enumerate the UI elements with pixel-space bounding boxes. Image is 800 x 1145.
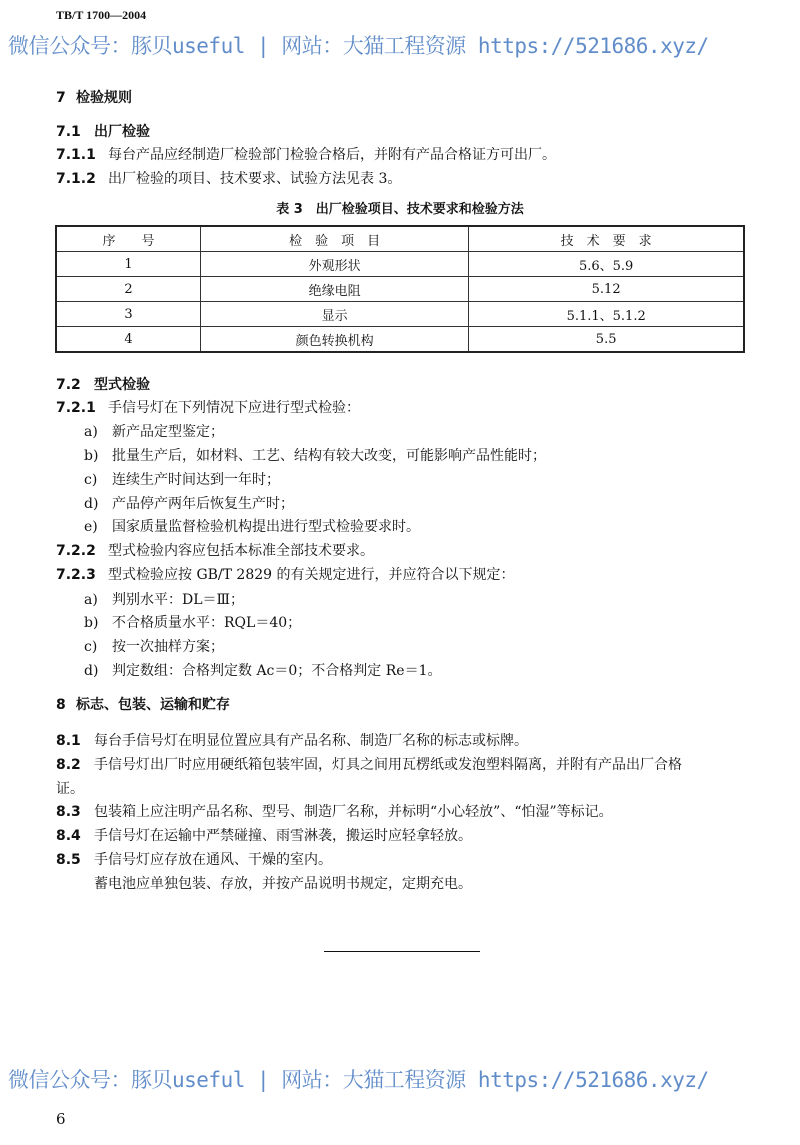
table-cell: 1 <box>56 252 200 277</box>
clause-8-1: 8.1 每台手信号灯在明显位置应具有产品名称、制造厂名称的标志或标牌。 <box>56 733 528 749</box>
list-item: c) 连续生产时间达到一年时； <box>84 472 280 488</box>
table-row <box>56 302 744 327</box>
column-header: 技 术 要 求 <box>469 226 744 252</box>
clause-8-5: 8.5 手信号灯应存放在通风、干燥的室内。 <box>56 852 332 868</box>
column-header: 检 验 项 目 <box>200 226 468 252</box>
list-item: e) 国家质量监督检验机构提出进行型式检验要求时。 <box>84 519 420 535</box>
list-item: a) 判别水平：DL＝Ⅲ； <box>84 592 245 608</box>
clause-7-2-3: 7.2.3 型式检验应按 GB/T 2829 的有关规定进行，并应符合以下规定： <box>56 567 515 583</box>
table-cell: 4 <box>56 327 200 353</box>
table-cell: 5.6、5.9 <box>469 252 744 277</box>
table-cell: 5.5 <box>469 327 744 353</box>
list-item: d) 产品停产两年后恢复生产时； <box>84 496 294 512</box>
clause-8-2-continuation: 证。 <box>56 781 84 797</box>
clause-8-3: 8.3 包装箱上应注明产品名称、型号、制造厂名称，并标明“小心轻放”、“怕湿”等标记。 <box>56 804 613 820</box>
page-number: 6 <box>56 1110 66 1128</box>
section-7-heading: 7 检验规则 <box>56 90 132 106</box>
table-title: 表 3 出厂检验项目、技术要求和检验方法 <box>276 202 524 217</box>
list-item: b) 批量生产后，如材料、工艺、结构有较大改变，可能影响产品性能时； <box>84 448 546 464</box>
list-item: d) 判定数组：合格判定数 Ac＝0；不合格判定 Re＝1。 <box>84 663 442 679</box>
table-cell: 2 <box>56 277 200 302</box>
table-row <box>56 327 744 353</box>
section-7-1-heading: 7.1 出厂检验 <box>56 124 150 140</box>
clause-8-4: 8.4 手信号灯在运输中严禁碰撞、雨雪淋袭，搬运时应轻拿轻放。 <box>56 828 472 844</box>
document-header: TB/T 1700—2004 <box>56 8 147 22</box>
table-row <box>56 277 744 302</box>
inspection-table <box>55 225 745 353</box>
clause-7-1-2: 7.1.2 出厂检验的项目、技术要求、试验方法见表 3。 <box>56 171 402 187</box>
table-cell: 颜色转换机构 <box>200 327 468 353</box>
table-cell: 外观形状 <box>200 252 468 277</box>
section-7-2-heading: 7.2 型式检验 <box>56 377 150 393</box>
list-item: b) 不合格质量水平：RQL＝40； <box>84 615 302 631</box>
clause-7-2-1: 7.2.1 手信号灯在下列情况下应进行型式检验： <box>56 400 360 416</box>
clause-8-2: 8.2 手信号灯出厂时应用硬纸箱包装牢固，灯具之间用瓦楞纸或发泡塑料隔离，并附有产品出厂合格 <box>56 757 682 773</box>
table-cell: 显示 <box>200 302 468 327</box>
list-item: c) 按一次抽样方案； <box>84 639 224 655</box>
table-cell: 3 <box>56 302 200 327</box>
clause-7-1-1: 7.1.1 每台产品应经制造厂检验部门检验合格后，并附有产品合格证方可出厂。 <box>56 147 556 163</box>
section-8-heading: 8 标志、包装、运输和贮存 <box>56 697 230 713</box>
table-cell: 5.12 <box>469 277 744 302</box>
watermark-bottom: 微信公众号：豚贝useful | 网站：大猫工程资源 https://521686.xyz/ <box>8 1068 709 1092</box>
table-cell: 5.1.1、5.1.2 <box>469 302 744 327</box>
column-header: 序 号 <box>56 226 200 252</box>
table-row <box>56 252 744 277</box>
clause-7-2-2: 7.2.2 型式检验内容应包括本标准全部技术要求。 <box>56 543 374 559</box>
clause-8-5-continuation: 蓄电池应单独包装、存放，并按产品说明书规定，定期充电。 <box>94 876 472 892</box>
table-cell: 绝缘电阻 <box>200 277 468 302</box>
end-rule <box>324 951 480 952</box>
list-item: a) 新产品定型鉴定； <box>84 424 224 440</box>
watermark-top: 微信公众号：豚贝useful | 网站：大猫工程资源 https://521686.xyz/ <box>8 34 709 58</box>
table-header-row <box>56 226 744 252</box>
